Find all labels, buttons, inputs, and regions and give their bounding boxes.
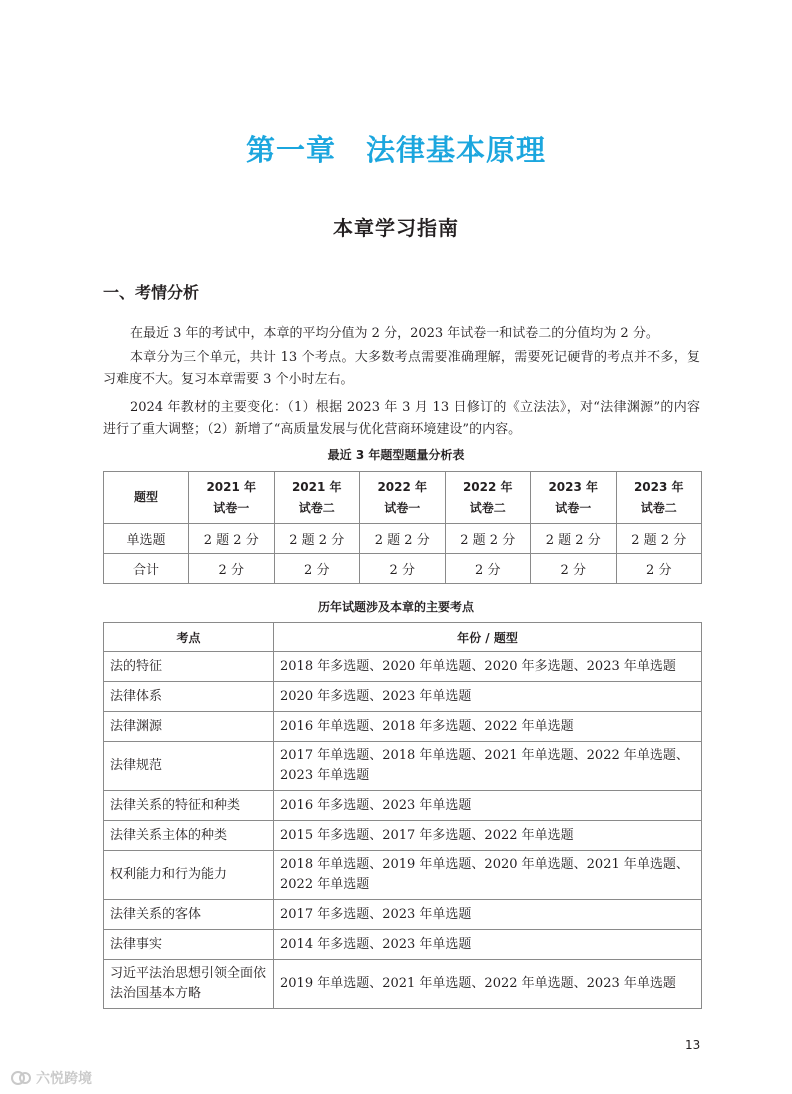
topic-cell: 习近平法治思想引领全面依法治国基本方略 [104,960,274,1009]
table-row [104,930,702,960]
table-row [104,652,702,682]
table-row [104,791,702,821]
years-cell: 2014 年多选题、2023 年单选题 [274,930,702,960]
table-cell: 2 题 2 分 [189,524,275,554]
topic-cell: 法律事实 [104,930,274,960]
table-row [104,524,702,554]
years-cell: 2019 年单选题、2021 年单选题、2022 年单选题、2023 年单选题 [274,960,702,1009]
table1-header-col: 2022 年 试卷一 [360,472,446,524]
row-label: 单选题 [104,524,189,554]
page-number: 13 [685,1038,701,1052]
table2-header-topic: 考点 [104,623,274,652]
topic-cell: 法的特征 [104,652,274,682]
watermark-text: 六悦跨境 [36,1071,92,1087]
section-title: 一、考情分析 [103,283,200,302]
watermark [10,1068,92,1088]
table-cell: 2 题 2 分 [445,524,531,554]
table2-header-years: 年份 / 题型 [274,623,702,652]
table-row [104,960,702,1009]
table-cell: 2 题 2 分 [360,524,446,554]
table-cell: 2 分 [445,554,531,584]
years-cell: 2018 年单选题、2019 年单选题、2020 年单选题、2021 年单选题、2022 年单选题 [274,851,702,900]
paragraph-changes: 2024 年教材的主要变化：（1）根据 2023 年 3 月 13 日修订的《立法法》，对“法律渊源”的内容进行了重大调整；（2）新增了“高质量发展与优化营商环境建设”的内容。 [103,400,700,437]
topic-cell: 法律关系的客体 [104,900,274,930]
table1-header-col: 2023 年 试卷二 [616,472,702,524]
years-cell: 2017 年多选题、2023 年单选题 [274,900,702,930]
chapter-title: 第一章 法律基本原理 [245,133,546,167]
topic-cell: 法律规范 [104,742,274,791]
question-type-table [103,471,702,584]
years-cell: 2016 年单选题、2018 年多选题、2022 年单选题 [274,712,702,742]
watermark-logo-icon [10,1070,32,1086]
table-cell: 2 分 [189,554,275,584]
table-cell: 2 分 [616,554,702,584]
years-cell: 2018 年多选题、2020 年单选题、2020 年多选题、2023 年单选题 [274,652,702,682]
years-cell: 2017 年单选题、2018 年单选题、2021 年单选题、2022 年单选题、2023 年单选题 [274,742,702,791]
table-row [104,682,702,712]
table1-header-col: 2021 年 试卷二 [274,472,360,524]
topic-cell: 法律关系主体的种类 [104,821,274,851]
table1-header-col: 2022 年 试卷二 [445,472,531,524]
guide-title: 本章学习指南 [333,216,459,240]
row-label: 合计 [104,554,189,584]
table-cell: 2 题 2 分 [616,524,702,554]
table1-caption: 最近 3 年题型题量分析表 [327,448,465,462]
table-row [104,900,702,930]
table-cell: 2 分 [531,554,617,584]
table1-header-col: 2023 年 试卷一 [531,472,617,524]
table-row [104,851,702,900]
paragraph-units: 本章分为三个单元，共计 13 个考点。大多数考点需要准确理解，需要死记硬背的考点并不多，复习难度不大。复习本章需要 3 个小时左右。 [103,350,700,387]
key-points-table [103,622,702,1009]
table2-caption: 历年试题涉及本章的主要考点 [317,600,474,614]
years-cell: 2015 年多选题、2017 年多选题、2022 年单选题 [274,821,702,851]
table-row [104,821,702,851]
topic-cell: 法律渊源 [104,712,274,742]
paragraph-score: 在最近 3 年的考试中，本章的平均分值为 2 分，2023 年试卷一和试卷二的分值均为 2 分。 [130,326,659,341]
table-row [104,712,702,742]
years-cell: 2020 年多选题、2023 年单选题 [274,682,702,712]
table-cell: 2 题 2 分 [274,524,360,554]
table1-header-col: 2021 年 试卷一 [189,472,275,524]
table1-header-row [104,472,702,524]
table-row [104,554,702,584]
topic-cell: 权利能力和行为能力 [104,851,274,900]
table-cell: 2 分 [360,554,446,584]
table2-header-row [104,623,702,652]
table1-header-type: 题型 [104,472,189,524]
table-cell: 2 题 2 分 [531,524,617,554]
table-cell: 2 分 [274,554,360,584]
topic-cell: 法律关系的特征和种类 [104,791,274,821]
years-cell: 2016 年多选题、2023 年单选题 [274,791,702,821]
table-row [104,742,702,791]
topic-cell: 法律体系 [104,682,274,712]
